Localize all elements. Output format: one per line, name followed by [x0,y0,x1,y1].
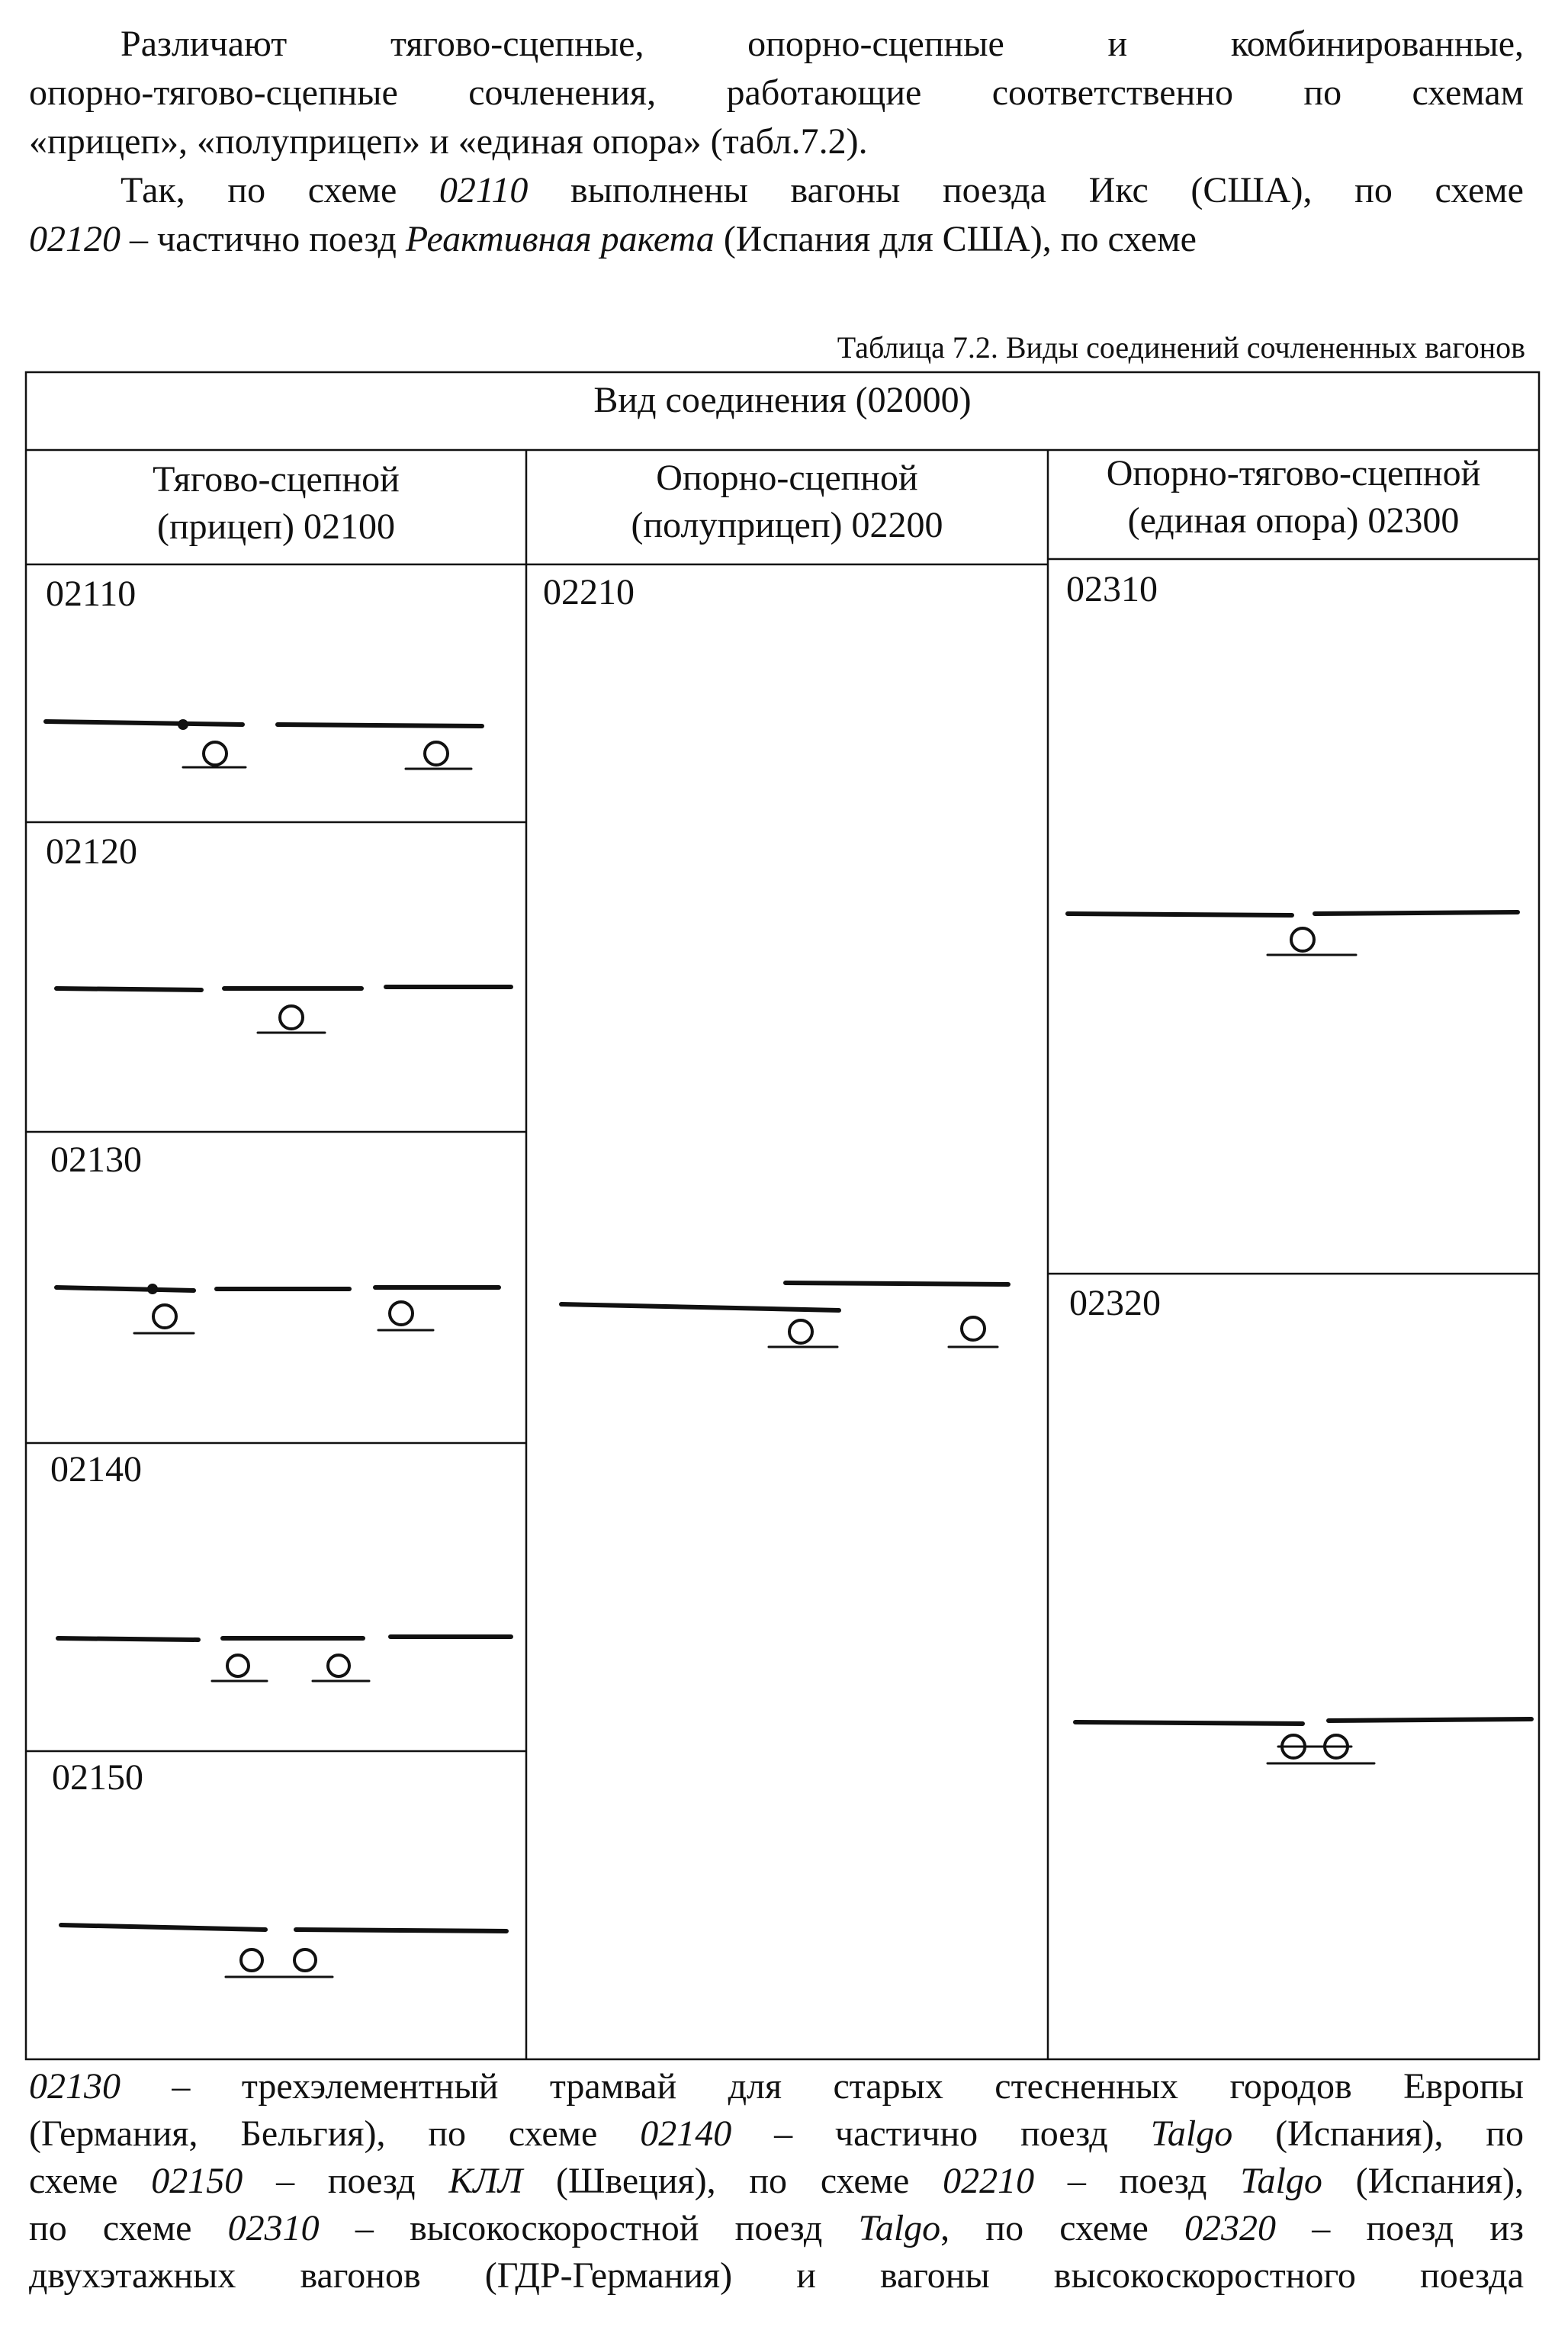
schematic-02310 [1068,912,1518,955]
scheme-code: 02210 [943,2161,1035,2201]
text-run: схеме [29,2161,152,2201]
scheme-code: 02150 [151,2161,243,2201]
scheme-code: 02310 [227,2208,320,2248]
text-run: – поезд [1034,2161,1241,2201]
train-name: Talgo [1150,2113,1233,2154]
text-run: (Испания), [1322,2161,1524,2201]
paragraph-line-6 [29,2064,1524,2110]
text-run: – поезд из [1275,2208,1524,2248]
schematic-02320 [1075,1719,1531,1763]
train-name: Реактивная ракета [405,219,715,259]
text-run: , по схеме [940,2208,1184,2248]
train-name: Talgo [1240,2161,1322,2201]
text-run: – частично поезд [120,219,406,259]
schematic-02210 [561,1283,1008,1347]
column-header-3-subtitle: (единая опора) 02300 [1127,500,1460,541]
text-run: (Испания), по [1232,2113,1524,2154]
scheme-code-02320: 02320 [1069,1283,1161,1323]
text-run: – поезд [243,2161,449,2201]
train-name: Talgo [858,2208,941,2248]
text-run: выполнены вагоны поезда Икс (США), по схеме [528,170,1524,211]
column-header-1-title: Тягово-сцепной [153,459,400,500]
paragraph-line-8 [29,2158,1524,2204]
scheme-code-02140: 02140 [50,1449,142,1490]
schematic-02130 [56,1286,499,1333]
scheme-code-02210: 02210 [543,572,635,612]
column-header-2-subtitle: (полуприцеп) 02200 [631,505,943,545]
scheme-code-02150: 02150 [52,1757,143,1798]
text-run: – высокоскоростной поезд [319,2208,859,2248]
table-header: Вид соединения (02000) [593,380,972,420]
text-run: – частично поезд [731,2113,1151,2154]
table-caption: Таблица 7.2. Виды соединений сочлененных вагонов [837,330,1525,365]
column-header-2-title: Опорно-сцепной [656,458,918,498]
scheme-code: 02140 [640,2113,732,2154]
scheme-code-02310: 02310 [1066,569,1158,609]
column-header-1-subtitle: (прицеп) 02100 [156,506,396,547]
text-run: по схеме [29,2208,228,2248]
text-run: опорно-тягово-сцепные сочленения, работающие соответственно по схемам [29,72,1524,113]
scheme-code: 02110 [439,170,529,211]
schematic-02120 [56,987,511,1033]
text-run: Так, по схеме [120,170,439,211]
paragraph-line-9 [29,2206,1524,2251]
scheme-code-02120: 02120 [46,831,137,872]
scheme-code: 02320 [1184,2208,1276,2248]
text-run: двухэтажных вагонов (ГДР-Германия) и вагоны высокоскоростного поезда [29,2255,1524,2296]
text-run: «прицеп», «полуприцеп» и «единая опора» (табл.7.2). [29,121,868,162]
text-run: (Испания для США), по схеме [714,219,1197,259]
text-run: Различают тягово-сцепные, опорно-сцепные и комбинированные, [120,24,1524,64]
schematic-02110 [46,722,482,769]
text-run: – трехэлементный трамвай для старых стесненных городов Европы [120,2066,1524,2107]
paragraph-line-10 [29,2253,1524,2299]
scheme-code-02130: 02130 [50,1139,142,1180]
schematic-02140 [58,1637,511,1681]
scheme-code: 02130 [29,2066,120,2107]
text-run: (Швеция), по схеме [522,2161,943,2201]
scheme-code-02110: 02110 [46,574,137,614]
schematic-02150 [61,1925,506,1977]
text-run: (Германия, Бельгия), по схеме [29,2113,641,2154]
column-header-3-title: Опорно-тягово-сцепной [1106,453,1481,493]
train-name: КЛЛ [448,2161,523,2201]
paragraph-line-7 [29,2111,1524,2157]
scheme-code: 02120 [29,219,120,259]
